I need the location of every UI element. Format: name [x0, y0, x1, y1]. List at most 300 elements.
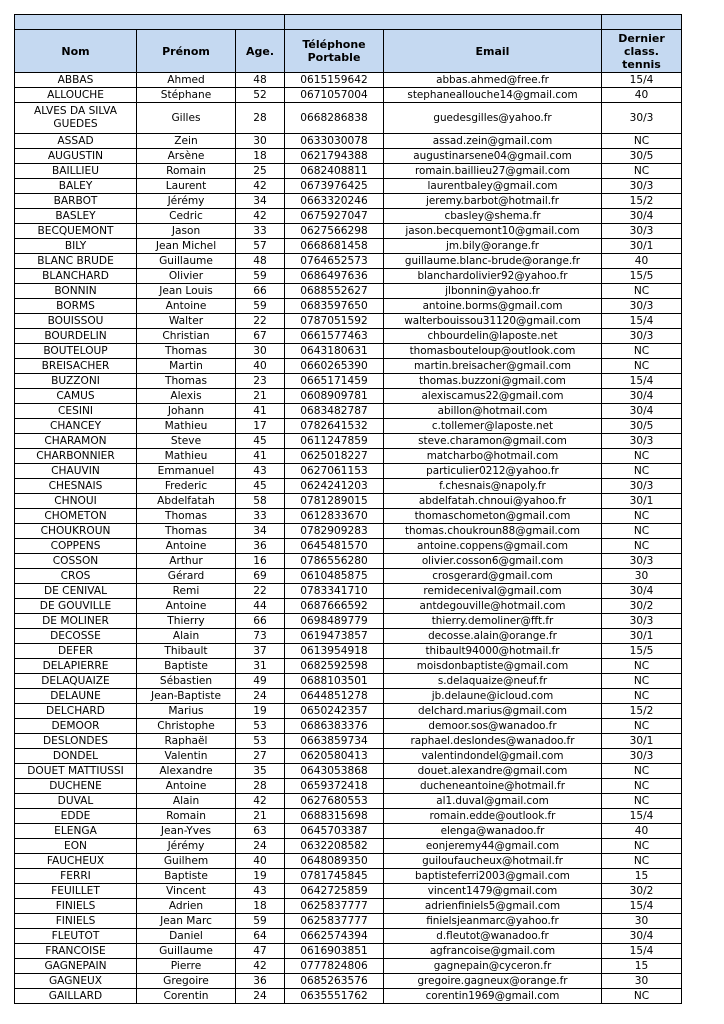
classement-cell: 30/3 — [602, 479, 682, 494]
telephone-cell: 0648089350 — [285, 854, 384, 869]
nom-cell: BORMS — [15, 299, 137, 314]
age-cell: 33 — [236, 509, 285, 524]
classement-cell: 30/4 — [602, 389, 682, 404]
table-row — [15, 629, 682, 644]
prenom-cell: Stéphane — [137, 88, 236, 103]
classement-cell: 30/3 — [602, 614, 682, 629]
prenom-cell: Jérémy — [137, 839, 236, 854]
age-cell: 44 — [236, 599, 285, 614]
classement-cell: 15/4 — [602, 374, 682, 389]
age-cell: 48 — [236, 73, 285, 88]
table-row — [15, 88, 682, 103]
email-cell: abdelfatah.chnoui@yahoo.fr — [384, 494, 602, 509]
telephone-cell: 0608909781 — [285, 389, 384, 404]
age-cell: 27 — [236, 749, 285, 764]
age-cell: 42 — [236, 794, 285, 809]
telephone-cell: 0635551762 — [285, 989, 384, 1004]
age-cell: 49 — [236, 674, 285, 689]
email-cell: moisdonbaptiste@gmail.com — [384, 659, 602, 674]
nom-cell: CHANCEY — [15, 419, 137, 434]
telephone-cell: 0620580413 — [285, 749, 384, 764]
classement-cell: 30/4 — [602, 929, 682, 944]
prenom-cell: Romain — [137, 164, 236, 179]
header-telephone-line1: Téléphone — [302, 38, 366, 51]
telephone-cell: 0686383376 — [285, 719, 384, 734]
age-cell: 66 — [236, 284, 285, 299]
age-cell: 40 — [236, 359, 285, 374]
prenom-cell: Jean Louis — [137, 284, 236, 299]
prenom-cell: Johann — [137, 404, 236, 419]
telephone-cell: 0781289015 — [285, 494, 384, 509]
email-cell: antdegouville@hotmail.com — [384, 599, 602, 614]
prenom-cell: Mathieu — [137, 419, 236, 434]
email-cell: jeremy.barbot@hotmail.fr — [384, 194, 602, 209]
nom-cell: ALVES DA SILVA GUEDES — [15, 103, 137, 134]
age-cell: 22 — [236, 314, 285, 329]
prenom-cell: Emmanuel — [137, 464, 236, 479]
prenom-cell: Antoine — [137, 299, 236, 314]
prenom-cell: Remi — [137, 584, 236, 599]
nom-cell: CHESNAIS — [15, 479, 137, 494]
table-row — [15, 734, 682, 749]
prenom-cell: Guilhem — [137, 854, 236, 869]
prenom-cell: Gérard — [137, 569, 236, 584]
email-cell: gagnepain@cyceron.fr — [384, 959, 602, 974]
telephone-cell: 0668681458 — [285, 239, 384, 254]
email-cell: matcharbo@hotmail.com — [384, 449, 602, 464]
table-row — [15, 164, 682, 179]
telephone-cell: 0643180631 — [285, 344, 384, 359]
telephone-cell: 0782909283 — [285, 524, 384, 539]
prenom-cell: Thomas — [137, 524, 236, 539]
age-cell: 42 — [236, 959, 285, 974]
classement-cell: NC — [602, 689, 682, 704]
telephone-cell: 0688103501 — [285, 674, 384, 689]
prenom-cell: Thomas — [137, 374, 236, 389]
nom-cell: FLEUTOT — [15, 929, 137, 944]
classement-cell: NC — [602, 989, 682, 1004]
prenom-cell: Ahmed — [137, 73, 236, 88]
nom-cell: DE MOLINER — [15, 614, 137, 629]
header-age: Age. — [236, 30, 285, 73]
nom-cell: CHARBONNIER — [15, 449, 137, 464]
table-row — [15, 524, 682, 539]
table-row — [15, 899, 682, 914]
email-cell: corentin1969@gmail.com — [384, 989, 602, 1004]
classement-cell: NC — [602, 524, 682, 539]
telephone-cell: 0663859734 — [285, 734, 384, 749]
table-row — [15, 359, 682, 374]
header-band-right — [602, 15, 682, 30]
age-cell: 24 — [236, 689, 285, 704]
telephone-cell: 0627680553 — [285, 794, 384, 809]
email-cell: chbourdelin@laposte.net — [384, 329, 602, 344]
email-cell: abbas.ahmed@free.fr — [384, 73, 602, 88]
email-cell: walterbouissou31120@gmail.com — [384, 314, 602, 329]
telephone-cell: 0619473857 — [285, 629, 384, 644]
email-cell: assad.zein@gmail.com — [384, 134, 602, 149]
classement-cell: 15/2 — [602, 194, 682, 209]
nom-cell: CHOUKROUN — [15, 524, 137, 539]
telephone-cell: 0661577463 — [285, 329, 384, 344]
email-cell: f.chesnais@napoly.fr — [384, 479, 602, 494]
age-cell: 40 — [236, 854, 285, 869]
classement-cell: 15/4 — [602, 73, 682, 88]
header-band-left — [15, 15, 285, 30]
classement-cell: 30/3 — [602, 299, 682, 314]
nom-cell: BALEY — [15, 179, 137, 194]
classement-cell: 30/3 — [602, 329, 682, 344]
prenom-cell: Jean Marc — [137, 914, 236, 929]
classement-cell: 30 — [602, 569, 682, 584]
table-row — [15, 929, 682, 944]
email-cell: finielsjeanmarc@yahoo.fr — [384, 914, 602, 929]
age-cell: 73 — [236, 629, 285, 644]
nom-cell: DE CENIVAL — [15, 584, 137, 599]
nom-cell: BOURDELIN — [15, 329, 137, 344]
email-cell: blanchardolivier92@yahoo.fr — [384, 269, 602, 284]
email-cell: alexiscamus22@gmail.com — [384, 389, 602, 404]
telephone-cell: 0627566298 — [285, 224, 384, 239]
classement-cell: 30/5 — [602, 419, 682, 434]
classement-cell: 15/4 — [602, 809, 682, 824]
prenom-cell: Raphaël — [137, 734, 236, 749]
email-cell: cbasley@shema.fr — [384, 209, 602, 224]
email-cell: remidecenival@gmail.com — [384, 584, 602, 599]
age-cell: 43 — [236, 464, 285, 479]
email-cell: abillon@hotmail.com — [384, 404, 602, 419]
telephone-cell: 0673976425 — [285, 179, 384, 194]
email-cell: antoine.coppens@gmail.com — [384, 539, 602, 554]
prenom-cell: Adrien — [137, 899, 236, 914]
nom-cell: BILY — [15, 239, 137, 254]
table-row — [15, 764, 682, 779]
classement-cell: 30/4 — [602, 209, 682, 224]
prenom-cell: Walter — [137, 314, 236, 329]
nom-cell: BECQUEMONT — [15, 224, 137, 239]
telephone-cell: 0675927047 — [285, 209, 384, 224]
classement-cell: 30/4 — [602, 584, 682, 599]
telephone-cell: 0786556280 — [285, 554, 384, 569]
telephone-cell: 0662574394 — [285, 929, 384, 944]
classement-cell: NC — [602, 764, 682, 779]
prenom-cell: Laurent — [137, 179, 236, 194]
table-row — [15, 224, 682, 239]
nom-cell: CAMUS — [15, 389, 137, 404]
table-row — [15, 103, 682, 134]
nom-cell: GAGNEUX — [15, 974, 137, 989]
telephone-cell: 0687666592 — [285, 599, 384, 614]
telephone-cell: 0764652573 — [285, 254, 384, 269]
email-cell: ducheneantoine@hotmail.fr — [384, 779, 602, 794]
table-row — [15, 494, 682, 509]
classement-cell: 30/3 — [602, 434, 682, 449]
table-row — [15, 944, 682, 959]
table-row — [15, 719, 682, 734]
prenom-cell: Arthur — [137, 554, 236, 569]
table-row — [15, 644, 682, 659]
table-row — [15, 794, 682, 809]
age-cell: 59 — [236, 299, 285, 314]
telephone-cell: 0645481570 — [285, 539, 384, 554]
prenom-cell: Jean Michel — [137, 239, 236, 254]
table-row — [15, 599, 682, 614]
email-cell: demoor.sos@wanadoo.fr — [384, 719, 602, 734]
classement-cell: 15/5 — [602, 269, 682, 284]
table-row — [15, 509, 682, 524]
table-row — [15, 149, 682, 164]
email-cell: particulier0212@yahoo.fr — [384, 464, 602, 479]
age-cell: 52 — [236, 88, 285, 103]
prenom-cell: Antoine — [137, 539, 236, 554]
classement-cell: 30/3 — [602, 749, 682, 764]
table-row — [15, 554, 682, 569]
telephone-cell: 0683597650 — [285, 299, 384, 314]
table-row — [15, 779, 682, 794]
telephone-cell: 0613954918 — [285, 644, 384, 659]
email-cell: c.tollemer@laposte.net — [384, 419, 602, 434]
prenom-cell: Alain — [137, 629, 236, 644]
nom-cell: DE GOUVILLE — [15, 599, 137, 614]
age-cell: 28 — [236, 779, 285, 794]
email-cell: s.delaquaize@neuf.fr — [384, 674, 602, 689]
age-cell: 25 — [236, 164, 285, 179]
classement-cell: NC — [602, 839, 682, 854]
classement-cell: NC — [602, 539, 682, 554]
nom-cell: BREISACHER — [15, 359, 137, 374]
prenom-cell: Steve — [137, 434, 236, 449]
nom-cell: EON — [15, 839, 137, 854]
prenom-cell: Gregoire — [137, 974, 236, 989]
header-classement-line3: tennis — [622, 57, 661, 71]
prenom-cell: Olivier — [137, 269, 236, 284]
email-cell: antoine.borms@gmail.com — [384, 299, 602, 314]
classement-cell: 15/5 — [602, 644, 682, 659]
prenom-cell: Vincent — [137, 884, 236, 899]
email-cell: gregoire.gagneux@orange.fr — [384, 974, 602, 989]
email-cell: valentindondel@gmail.com — [384, 749, 602, 764]
age-cell: 17 — [236, 419, 285, 434]
table-row — [15, 239, 682, 254]
classement-cell: NC — [602, 509, 682, 524]
nom-cell: DEMOOR — [15, 719, 137, 734]
prenom-cell: Valentin — [137, 749, 236, 764]
age-cell: 59 — [236, 269, 285, 284]
prenom-cell: Thierry — [137, 614, 236, 629]
email-cell: vincent1479@gmail.com — [384, 884, 602, 899]
table-row — [15, 389, 682, 404]
classement-cell: 15/4 — [602, 314, 682, 329]
classement-cell: 30/4 — [602, 404, 682, 419]
telephone-cell: 0671057004 — [285, 88, 384, 103]
telephone-cell: 0787051592 — [285, 314, 384, 329]
nom-cell: GAILLARD — [15, 989, 137, 1004]
nom-cell: BONNIN — [15, 284, 137, 299]
nom-cell: BLANCHARD — [15, 269, 137, 284]
table-row — [15, 419, 682, 434]
email-cell: decosse.alain@orange.fr — [384, 629, 602, 644]
email-cell: adrienfiniels5@gmail.com — [384, 899, 602, 914]
telephone-cell: 0683482787 — [285, 404, 384, 419]
age-cell: 16 — [236, 554, 285, 569]
email-cell: thierry.demoliner@fft.fr — [384, 614, 602, 629]
email-cell: laurentbaley@gmail.com — [384, 179, 602, 194]
telephone-cell: 0665171459 — [285, 374, 384, 389]
age-cell: 41 — [236, 449, 285, 464]
classement-cell: 30/3 — [602, 179, 682, 194]
prenom-cell: Daniel — [137, 929, 236, 944]
table-row — [15, 749, 682, 764]
prenom-cell: Romain — [137, 809, 236, 824]
email-cell: al1.duval@gmail.com — [384, 794, 602, 809]
email-cell: jason.becquemont10@gmail.com — [384, 224, 602, 239]
classement-cell: 30 — [602, 974, 682, 989]
table-row — [15, 479, 682, 494]
nom-cell: FEUILLET — [15, 884, 137, 899]
nom-cell: BUZZONI — [15, 374, 137, 389]
prenom-cell: Mathieu — [137, 449, 236, 464]
classement-cell: 30/2 — [602, 884, 682, 899]
telephone-cell: 0781745845 — [285, 869, 384, 884]
telephone-cell: 0625837777 — [285, 914, 384, 929]
members-table — [14, 14, 682, 1004]
table-row — [15, 884, 682, 899]
table-row — [15, 464, 682, 479]
telephone-cell: 0777824806 — [285, 959, 384, 974]
prenom-cell: Arsène — [137, 149, 236, 164]
classement-cell: 30/5 — [602, 149, 682, 164]
telephone-cell: 0688552627 — [285, 284, 384, 299]
table-row — [15, 584, 682, 599]
nom-cell: DELCHARD — [15, 704, 137, 719]
classement-cell: 15/4 — [602, 944, 682, 959]
email-cell: romain.baillieu27@gmail.com — [384, 164, 602, 179]
telephone-cell: 0659372418 — [285, 779, 384, 794]
table-row — [15, 614, 682, 629]
age-cell: 24 — [236, 839, 285, 854]
nom-cell: BLANC BRUDE — [15, 254, 137, 269]
nom-cell: DUVAL — [15, 794, 137, 809]
age-cell: 19 — [236, 704, 285, 719]
age-cell: 57 — [236, 239, 285, 254]
nom-cell: CHAUVIN — [15, 464, 137, 479]
email-cell: steve.charamon@gmail.com — [384, 434, 602, 449]
header-band-row — [15, 15, 682, 30]
table-row — [15, 704, 682, 719]
age-cell: 34 — [236, 194, 285, 209]
header-classement-line1: Dernier — [618, 31, 665, 45]
classement-cell: NC — [602, 719, 682, 734]
classement-cell: NC — [602, 164, 682, 179]
prenom-cell: Guillaume — [137, 944, 236, 959]
telephone-cell: 0644851278 — [285, 689, 384, 704]
classement-cell: NC — [602, 854, 682, 869]
prenom-cell: Pierre — [137, 959, 236, 974]
email-cell: olivier.cosson6@gmail.com — [384, 554, 602, 569]
age-cell: 36 — [236, 974, 285, 989]
classement-cell: 30/3 — [602, 554, 682, 569]
email-cell: guillaume.blanc-brude@orange.fr — [384, 254, 602, 269]
age-cell: 30 — [236, 134, 285, 149]
age-cell: 21 — [236, 809, 285, 824]
age-cell: 18 — [236, 899, 285, 914]
prenom-cell: Cedric — [137, 209, 236, 224]
column-header-row — [15, 30, 682, 73]
age-cell: 48 — [236, 254, 285, 269]
table-row — [15, 809, 682, 824]
nom-cell: CHNOUI — [15, 494, 137, 509]
nom-cell: FAUCHEUX — [15, 854, 137, 869]
email-cell: raphael.deslondes@wanadoo.fr — [384, 734, 602, 749]
age-cell: 18 — [236, 149, 285, 164]
table-row — [15, 329, 682, 344]
telephone-cell: 0611247859 — [285, 434, 384, 449]
table-row — [15, 869, 682, 884]
prenom-cell: Alain — [137, 794, 236, 809]
table-row — [15, 284, 682, 299]
nom-cell: GAGNEPAIN — [15, 959, 137, 974]
telephone-cell: 0632208582 — [285, 839, 384, 854]
prenom-cell: Antoine — [137, 779, 236, 794]
table-row — [15, 914, 682, 929]
table-row — [15, 73, 682, 88]
table-row — [15, 989, 682, 1004]
telephone-cell: 0625837777 — [285, 899, 384, 914]
prenom-cell: Marius — [137, 704, 236, 719]
telephone-cell: 0615159642 — [285, 73, 384, 88]
prenom-cell: Guillaume — [137, 254, 236, 269]
table-row — [15, 569, 682, 584]
classement-cell: NC — [602, 344, 682, 359]
age-cell: 42 — [236, 209, 285, 224]
table-row — [15, 404, 682, 419]
nom-cell: DONDEL — [15, 749, 137, 764]
telephone-cell: 0610485875 — [285, 569, 384, 584]
classement-cell: 15/2 — [602, 704, 682, 719]
classement-cell: 30/3 — [602, 103, 682, 134]
telephone-cell: 0612833670 — [285, 509, 384, 524]
email-cell: jb.delaune@icloud.com — [384, 689, 602, 704]
age-cell: 34 — [236, 524, 285, 539]
telephone-cell: 0643053868 — [285, 764, 384, 779]
prenom-cell: Alexis — [137, 389, 236, 404]
email-cell: baptisteferri2003@gmail.com — [384, 869, 602, 884]
telephone-cell: 0686497636 — [285, 269, 384, 284]
classement-cell: 30/1 — [602, 734, 682, 749]
telephone-cell: 0650242357 — [285, 704, 384, 719]
telephone-cell: 0663320246 — [285, 194, 384, 209]
email-cell: d.fleutot@wanadoo.fr — [384, 929, 602, 944]
classement-cell: 30/1 — [602, 629, 682, 644]
telephone-cell: 0668286838 — [285, 103, 384, 134]
age-cell: 69 — [236, 569, 285, 584]
classement-cell: 40 — [602, 88, 682, 103]
prenom-cell: Jean-Yves — [137, 824, 236, 839]
prenom-cell: Sébastien — [137, 674, 236, 689]
age-cell: 58 — [236, 494, 285, 509]
email-cell: thomas.choukroun88@gmail.com — [384, 524, 602, 539]
telephone-cell: 0782641532 — [285, 419, 384, 434]
classement-cell: 40 — [602, 254, 682, 269]
nom-cell: BOUTELOUP — [15, 344, 137, 359]
table-row — [15, 194, 682, 209]
telephone-cell: 0616903851 — [285, 944, 384, 959]
table-row — [15, 974, 682, 989]
header-classement-line2: class. — [624, 44, 659, 58]
email-cell: jm.bily@orange.fr — [384, 239, 602, 254]
prenom-cell: Martin — [137, 359, 236, 374]
email-cell: romain.edde@outlook.fr — [384, 809, 602, 824]
